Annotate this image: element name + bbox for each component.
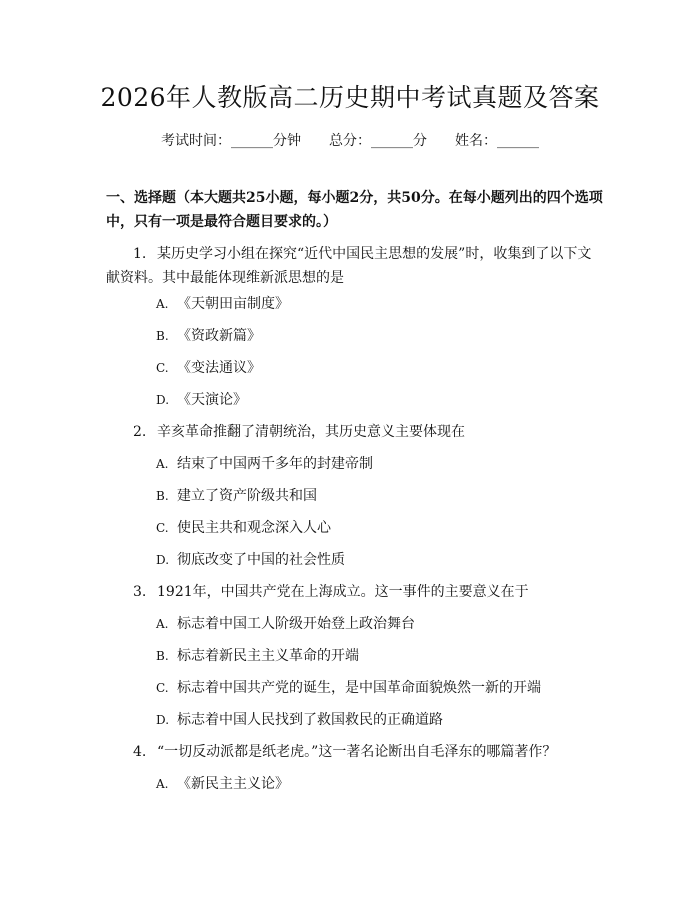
exam-meta-line <box>0 130 700 152</box>
option-text: 《新民主主义论》 <box>177 776 289 792</box>
option-text: 《天演论》 <box>177 392 247 408</box>
question-4 <box>106 740 602 764</box>
option-letter: D. <box>156 713 170 727</box>
option-2c <box>156 516 331 540</box>
question-1 <box>106 242 602 290</box>
option-text: 《资政新篇》 <box>177 328 261 344</box>
option-text: 《天朝田亩制度》 <box>177 296 289 312</box>
student-name-field: 姓名：______ <box>455 133 539 149</box>
question-number: 1. <box>133 246 147 262</box>
option-1b <box>156 324 261 348</box>
option-1a <box>156 292 289 316</box>
option-text: 彻底改变了中国的社会性质 <box>177 552 345 568</box>
option-letter: D. <box>156 553 170 567</box>
total-score-field: 总分：______分 <box>329 133 427 149</box>
option-letter: C. <box>156 521 169 535</box>
option-text: 标志着中国人民找到了救国救民的正确道路 <box>177 712 443 728</box>
question-number: 4. <box>133 744 147 760</box>
option-letter: A. <box>156 777 169 791</box>
option-3b <box>156 644 359 668</box>
question-3 <box>106 580 602 604</box>
question-2 <box>106 420 602 444</box>
option-text: 《变法通议》 <box>177 360 261 376</box>
option-letter: A. <box>156 617 169 631</box>
option-letter: D. <box>156 393 170 407</box>
option-letter: C. <box>156 361 169 375</box>
option-letter: B. <box>156 329 169 343</box>
question-text: “一切反动派都是纸老虎。”这一著名论断出自毛泽东的哪篇著作？ <box>157 744 557 760</box>
option-text: 标志着新民主主义革命的开端 <box>177 648 359 664</box>
option-3c <box>156 676 541 700</box>
option-text: 使民主共和观念深入人心 <box>177 520 331 536</box>
option-letter: B. <box>156 649 169 663</box>
option-letter: C. <box>156 681 169 695</box>
exam-time-field: 考试时间：______分钟 <box>161 133 301 149</box>
option-letter: A. <box>156 457 169 471</box>
option-letter: A. <box>156 297 169 311</box>
question-number: 3. <box>133 584 147 600</box>
question-text: 某历史学习小组在探究“近代中国民主思想的发展”时，收集到了以下文献资料。其中最能体现维新派思想的是 <box>106 246 592 286</box>
option-2a <box>156 452 373 476</box>
question-text: 1921年，中国共产党在上海成立。这一事件的主要意义在于 <box>157 584 529 600</box>
option-text: 建立了资产阶级共和国 <box>177 488 317 504</box>
option-2b <box>156 484 317 508</box>
page-title: 2026年人教版高二历史期中考试真题及答案 <box>100 83 600 112</box>
option-1d <box>156 388 247 412</box>
option-3d <box>156 708 443 732</box>
option-text: 标志着中国共产党的诞生，是中国革命面貌焕然一新的开端 <box>177 680 541 696</box>
option-4a <box>156 772 289 796</box>
option-letter: B. <box>156 489 169 503</box>
option-text: 标志着中国工人阶级开始登上政治舞台 <box>177 616 415 632</box>
question-number: 2. <box>133 424 147 440</box>
option-text: 结束了中国两千多年的封建帝制 <box>177 456 373 472</box>
option-1c <box>156 356 261 380</box>
option-2d <box>156 548 345 572</box>
section-heading: 一、选择题（本大题共25小题，每小题2分，共50分。在每小题列出的四个选项中，只有一项是最符合题目要求的。） <box>106 190 603 230</box>
option-3a <box>156 612 415 636</box>
question-text: 辛亥革命推翻了清朝统治，其历史意义主要体现在 <box>157 424 465 440</box>
